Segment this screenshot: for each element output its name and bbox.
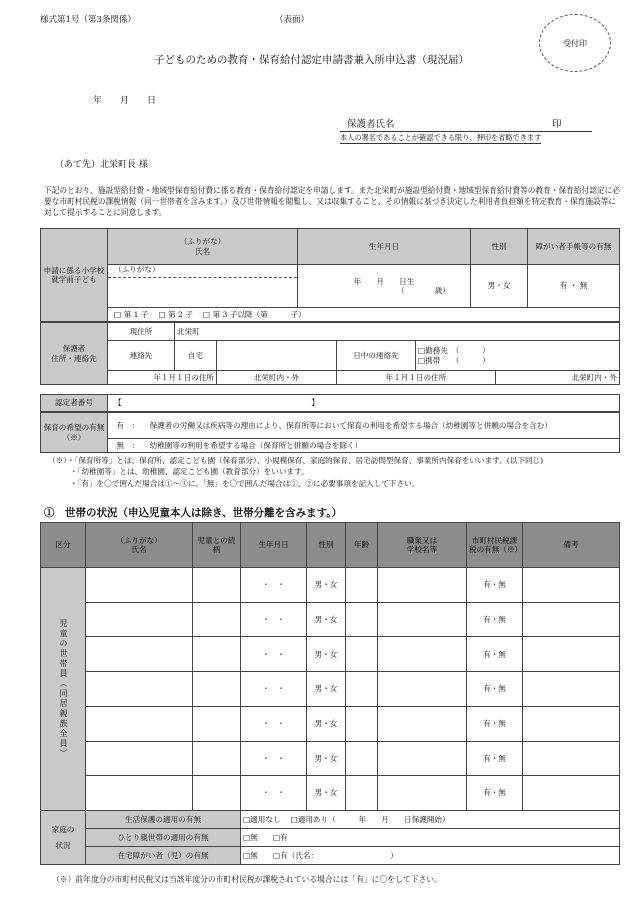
member-birthdate-cell[interactable]: ・ ・ [241, 706, 307, 741]
home-phone-field[interactable] [217, 341, 337, 371]
note-3: ・「有」を〇で囲んだ場合は①～③に、「無」を〇で囲んだ場合は①、②に必要事項を記入して下さい。 [70, 478, 420, 488]
work-contact-option[interactable]: □勤務先 （ ） [418, 346, 490, 356]
member-occupation-cell[interactable] [378, 776, 467, 811]
nursery-no-text: 幼稚園等の利用を希望する場合（保育所と併願の場合を除く） [148, 439, 620, 453]
tax-footnote: （※）前年度分の市町村民税又は当該年度分の市町村民税が課税されている場合には「有」に〇をして下さい。 [52, 875, 442, 884]
guardian-inside-outside[interactable]: 北栄町内・外 [217, 371, 337, 385]
member-remarks-cell[interactable] [523, 602, 620, 637]
certification-table [40, 394, 620, 412]
member-name-cell[interactable] [86, 637, 193, 672]
nursery-yes-option[interactable]: 有 ： [108, 413, 148, 439]
member-gender-cell[interactable]: 男・女 [307, 741, 346, 776]
member-gender-cell[interactable]: 男・女 [307, 672, 346, 707]
nursery-wish-label: 保育の希望の有無（※） [41, 413, 108, 453]
member-relation-cell[interactable] [193, 776, 241, 811]
spouse-inside-outside[interactable]: 北栄町内・外 [496, 371, 620, 385]
child-birthdate-field[interactable] [298, 265, 471, 307]
member-age-cell[interactable] [346, 741, 378, 776]
member-birthdate-cell[interactable]: ・ ・ [241, 672, 307, 707]
applicant-section-label: 申請に係る小学校就学前子ども [41, 229, 108, 322]
member-occupation-cell[interactable] [378, 637, 467, 672]
member-age-cell[interactable] [346, 568, 378, 603]
birthdate-header: 生年月日 [298, 229, 471, 265]
child-name-field[interactable] [108, 265, 298, 307]
nursery-yes-text: 保護者の労働又は疾病等の理由により、保育所等において保育の利用を希望する場合（幼稚園等と併願の場合を含む） [148, 413, 620, 439]
household-group-label [41, 568, 86, 811]
single-parent-field[interactable]: □無 □有 [241, 829, 620, 847]
child-gender-field[interactable]: 男・女 [471, 265, 528, 307]
member-gender-cell[interactable]: 男・女 [307, 637, 346, 672]
member-birthdate-cell[interactable]: ・ ・ [241, 568, 307, 603]
household-member-row [41, 602, 620, 637]
seal-mark: 印 [552, 119, 562, 130]
col-relation: 児童との続柄 [193, 523, 241, 568]
member-occupation-cell[interactable] [378, 672, 467, 707]
nursery-no-label: 無 [116, 440, 124, 450]
consent-paragraph: 下記のとおり、施設型給付費・地域型保育給付費に係る教育・保育給付認定を申請します。また北栄町が施設型給付費・地域型保育給付費等の教育・保育給付認定に必要な市町村民税の課税情報（同一世帯者を含みます。）及び世帯情報を閲覧し、又は収集すること、その情報に基づき決定した利用者負担額を特定教育・保育施設等に対して提示することに同意します。 [44, 186, 620, 218]
member-tax-cell[interactable]: 有・無 [467, 741, 523, 776]
nursery-yes-label: 有 [116, 420, 124, 430]
household-member-row [41, 741, 620, 776]
member-occupation-cell[interactable] [378, 602, 467, 637]
member-relation-cell[interactable] [193, 637, 241, 672]
member-remarks-cell[interactable] [523, 741, 620, 776]
member-remarks-cell[interactable] [523, 672, 620, 707]
col-age: 年齢 [346, 523, 378, 568]
member-tax-cell[interactable]: 有・無 [467, 776, 523, 811]
reception-stamp-label: 受付印 [563, 38, 587, 48]
child-furigana-label: （ふりがな） [108, 265, 297, 278]
daytime-contact-label: 日中の連絡先 [337, 341, 416, 371]
member-name-cell[interactable] [86, 741, 193, 776]
col-remarks: 備考 [523, 523, 620, 568]
member-name-cell[interactable] [86, 672, 193, 707]
form-number: 様式第1号（第3条関係） [40, 15, 136, 25]
note-1: （※）・「保育所等」とは、保育所、認定こども園（保育部分）、小規模保育、家庭的保育、居宅訪問型保育、事業所内保育をいいます。(以下同じ) [48, 456, 544, 465]
addressee: （あて先）北栄町長 様 [55, 160, 148, 170]
member-age-cell[interactable] [346, 602, 378, 637]
guardian-jan1-address-label: 年１月１日の住所 [108, 371, 217, 385]
member-birthdate-cell[interactable]: ・ ・ [241, 776, 307, 811]
guardian-name-line [340, 131, 592, 132]
address-field[interactable]: 北栄町 [175, 323, 620, 341]
member-relation-cell[interactable] [193, 741, 241, 776]
birthdate-value: 年 月 日生 [353, 276, 415, 286]
spouse-jan1-address-label: 年１月１日の住所 [337, 371, 496, 385]
note-2: ・「幼稚園等」とは、幼稚園、認定こども園（教育部分）をいいます。 [70, 467, 309, 477]
daytime-contact-field[interactable] [416, 341, 620, 371]
child-order-checkboxes[interactable]: □ 第 1 子 □ 第 2 子 □ 第 3 子以降（第 子） [108, 307, 620, 321]
member-gender-cell[interactable]: 男・女 [307, 776, 346, 811]
nursery-wish-table [40, 412, 620, 453]
single-parent-label: ひとり親世帯の適用の有無 [86, 829, 241, 847]
household-member-row [41, 776, 620, 811]
application-date: 年 月 日 [93, 96, 157, 106]
member-age-cell[interactable] [346, 776, 378, 811]
col-occupation: 職業又は 学校名等 [378, 523, 467, 568]
member-relation-cell[interactable] [193, 706, 241, 741]
guardian-section-label: 保護者 住所・連絡先 [41, 323, 108, 385]
cert-number-field[interactable]: 【 】 [108, 395, 620, 412]
household-member-row [41, 706, 620, 741]
contact-label: 連絡先 [108, 341, 175, 371]
child-disability-field[interactable]: 有 ・ 無 [528, 265, 620, 307]
cert-number-label: 認定者番号 [41, 395, 108, 412]
member-name-cell[interactable] [86, 776, 193, 811]
member-occupation-cell[interactable] [378, 741, 467, 776]
age-value: （ 歳） [396, 286, 450, 296]
guardian-name-label[interactable]: 保護者氏名 [347, 119, 395, 130]
member-relation-cell[interactable] [193, 568, 241, 603]
guardian-table [40, 322, 620, 385]
notes-block [48, 455, 608, 489]
member-age-cell[interactable] [346, 637, 378, 672]
member-remarks-cell[interactable] [523, 706, 620, 741]
member-remarks-cell[interactable] [523, 637, 620, 672]
form-title: 子どものための教育・保育給付認定申請書兼入所申込書（現況届） [154, 54, 469, 66]
member-gender-cell[interactable]: 男・女 [307, 706, 346, 741]
member-tax-cell[interactable]: 有・無 [467, 706, 523, 741]
household-group-text: 児童の世帯員（同居親族全員） [59, 618, 68, 759]
member-name-cell[interactable] [86, 706, 193, 741]
member-birthdate-cell[interactable]: ・ ・ [241, 602, 307, 637]
col-birthdate: 生年月日 [241, 523, 307, 568]
col-tax: 市町村民税課税の有無（※） [467, 523, 523, 568]
address-label: 現住所 [108, 323, 175, 341]
household-member-row [41, 672, 620, 707]
member-remarks-cell[interactable] [523, 568, 620, 603]
welfare-field[interactable]: □適用なし □適用あり（ 年 月 日保護開始） [241, 811, 620, 829]
member-age-cell[interactable] [346, 672, 378, 707]
disability-header: 障がい者手帳等の有無 [528, 229, 620, 265]
household-member-row [41, 568, 620, 603]
member-birthdate-cell[interactable]: ・ ・ [241, 741, 307, 776]
col-category: 区分 [41, 523, 86, 568]
member-birthdate-cell[interactable]: ・ ・ [241, 637, 307, 672]
member-name-cell[interactable] [86, 602, 193, 637]
household-member-row [41, 637, 620, 672]
col-gender: 性別 [307, 523, 346, 568]
seal-omission-note: 本人の署名であることが確認できる限り、押印を省略できます [340, 133, 542, 142]
member-occupation-cell[interactable] [378, 568, 467, 603]
nursery-no-option[interactable]: 無 ： [108, 439, 148, 453]
member-gender-cell[interactable]: 男・女 [307, 602, 346, 637]
household-heading: ① 世帯の状況（申込児童本人は除き、世帯分離を含みます。） [44, 507, 342, 519]
family-situation-table [40, 810, 620, 865]
member-tax-cell[interactable]: 有・無 [467, 602, 523, 637]
disabled-at-home-field[interactable]: □無 □有（氏名： ） [241, 847, 620, 865]
member-tax-cell[interactable]: 有・無 [467, 568, 523, 603]
mobile-contact-option[interactable]: □携帯 （ ） [418, 355, 490, 365]
member-gender-cell[interactable]: 男・女 [307, 568, 346, 603]
member-name-cell[interactable] [86, 568, 193, 603]
member-relation-cell[interactable] [193, 602, 241, 637]
form-side-label: （表面） [275, 15, 310, 25]
welfare-label: 生活保護の適用の有無 [86, 811, 241, 829]
member-age-cell[interactable] [346, 706, 378, 741]
member-tax-cell[interactable]: 有・無 [467, 637, 523, 672]
gender-header: 性別 [471, 229, 528, 265]
col-name: （ふりがな） 氏名 [86, 523, 193, 568]
member-occupation-cell[interactable] [378, 706, 467, 741]
family-situation-label: 家庭の 状況 [41, 811, 86, 865]
reception-stamp [539, 14, 611, 72]
member-remarks-cell[interactable] [523, 776, 620, 811]
furigana-name-header: （ふりがな） 氏名 [108, 229, 298, 265]
member-tax-cell[interactable]: 有・無 [467, 672, 523, 707]
member-relation-cell[interactable] [193, 672, 241, 707]
home-phone-label: 自宅 [175, 341, 217, 371]
applicant-table [40, 228, 620, 322]
household-table [40, 522, 620, 811]
disabled-at-home-label: 在宅障がい者（児）の有無 [86, 847, 241, 865]
household-header-row [41, 523, 620, 568]
